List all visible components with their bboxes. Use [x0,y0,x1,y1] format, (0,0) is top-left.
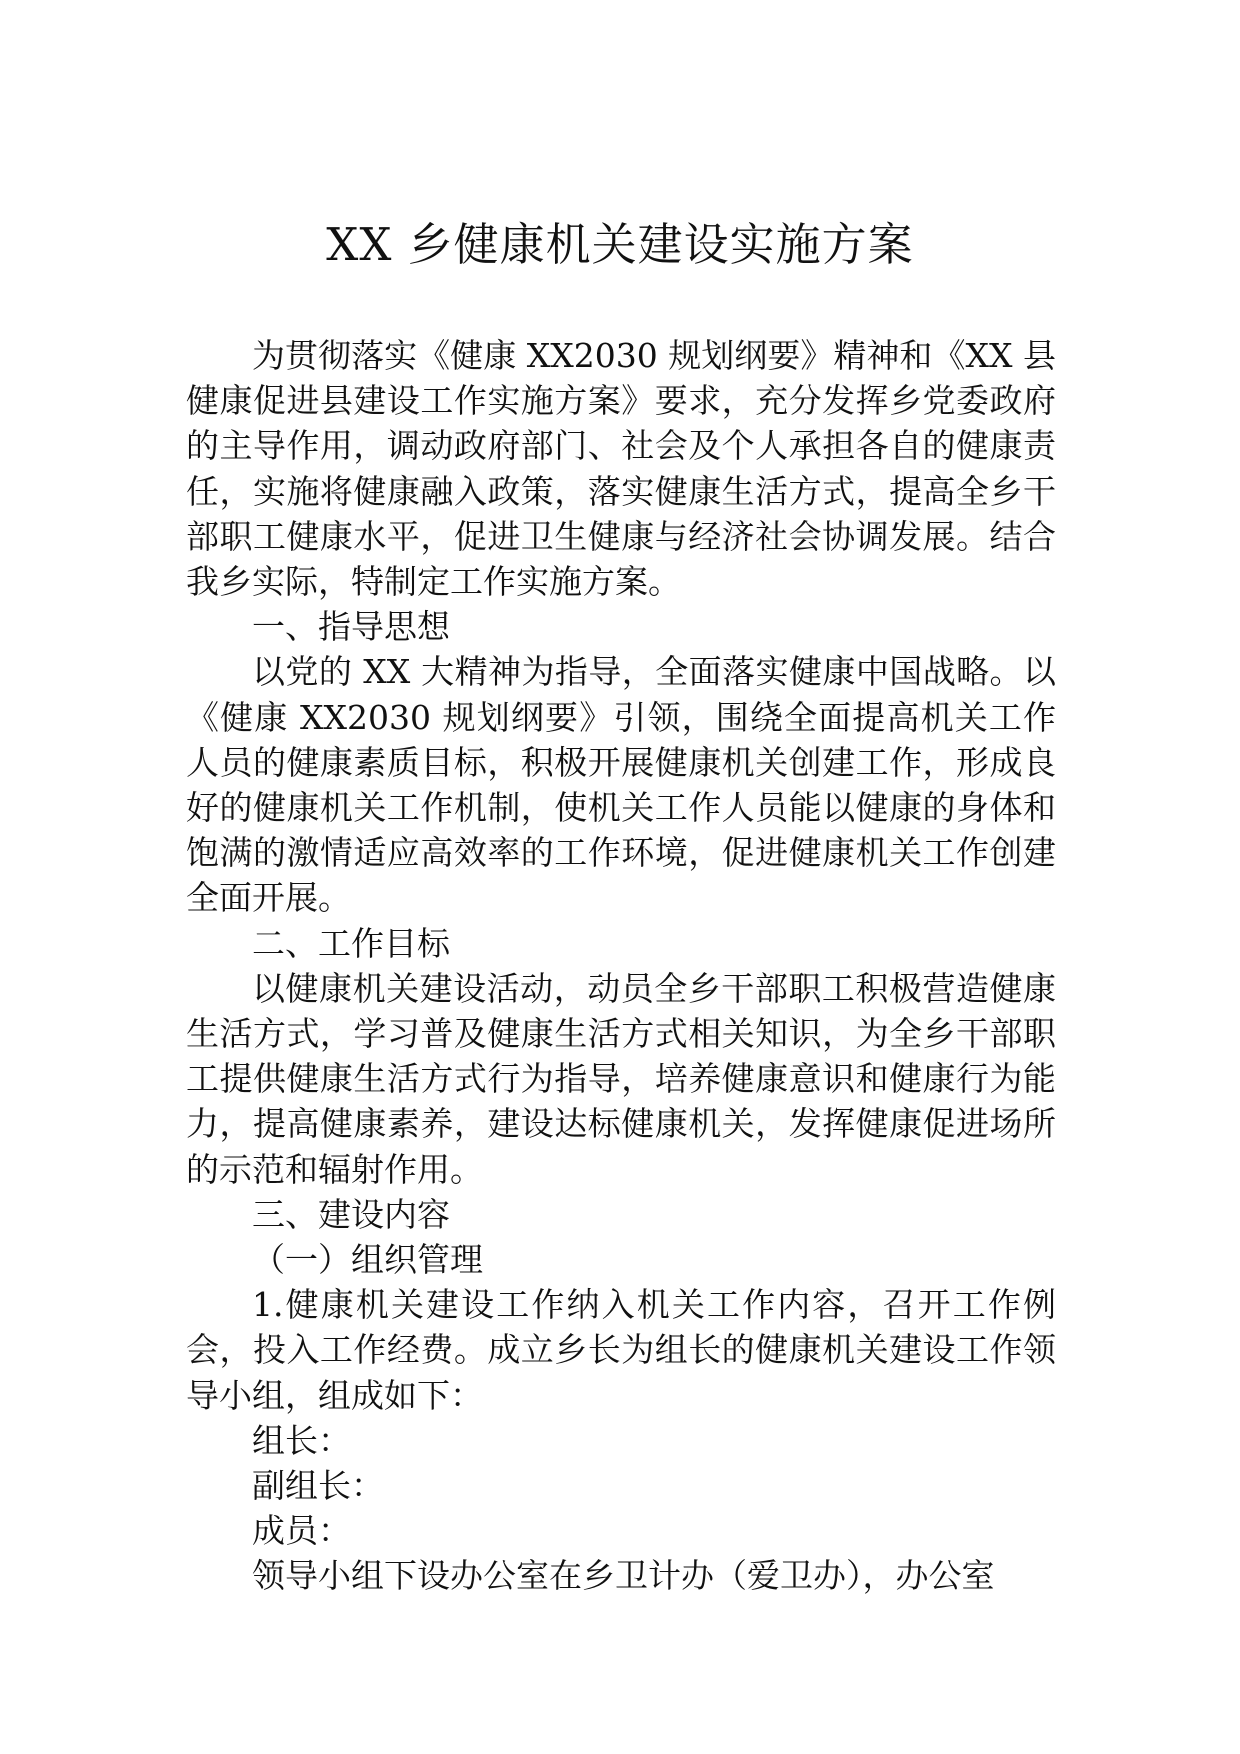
section-heading-guiding-ideology: 一、指导思想 [252,607,450,647]
deputy-leader-line: 副组长： [252,1466,384,1506]
section-heading-work-goals: 二、工作目标 [252,923,450,963]
document-title: XX 乡健康机关建设实施方案 [326,218,914,271]
subsection-heading-organization: （一）组织管理 [252,1240,483,1280]
members-line: 成员： [252,1511,351,1551]
office-paragraph: 领导小组下设办公室在乡卫计办（爱卫办），办公室 [252,1556,995,1596]
work-goals-paragraph: 以健康机关建设活动，动员全乡干部职工积极营造健康生活方式，学习普及健康生活方式相关知识，为全乡干部职工提供健康生活方式行为指导，培养健康意识和健康行为能力，提高健康素养，建设达标健康机关，发挥健康促进场所的示范和辐射作用。 [186,968,1056,1189]
guiding-ideology-paragraph: 以党的 XX 大精神为指导，全面落实健康中国战略。以《健康 XX2030 规划纲要》引领，围绕全面提高机关工作人员的健康素质目标，积极开展健康机关创建工作，形成良好的健康机关工作机制，使机关工作人员能以健康的身体和饱满的激情适应高效率的工作环境，促进健康机关工作创建全面开展。 [186,652,1056,918]
intro-paragraph: 为贯彻落实《健康 XX2030 规划纲要》精神和《XX 县健康促进县建设工作实施方案》要求，充分发挥乡党委政府的主导作用，调动政府部门、社会及个人承担各自的健康责任，实施将健康融入政策，落实健康生活方式，提高全乡干部职工健康水平，促进卫生健康与经济社会协调发展。结合我乡实际，特制定工作实施方案。 [186,336,1056,602]
group-leader-line: 组长： [252,1420,351,1460]
section-heading-construction-content: 三、建设内容 [252,1194,450,1234]
document-body [186,333,1056,1599]
organization-paragraph: 1.健康机关建设工作纳入机关工作内容，召开工作例会，投入工作经费。成立乡长为组长的健康机关建设工作领导小组，组成如下： [186,1285,1056,1415]
